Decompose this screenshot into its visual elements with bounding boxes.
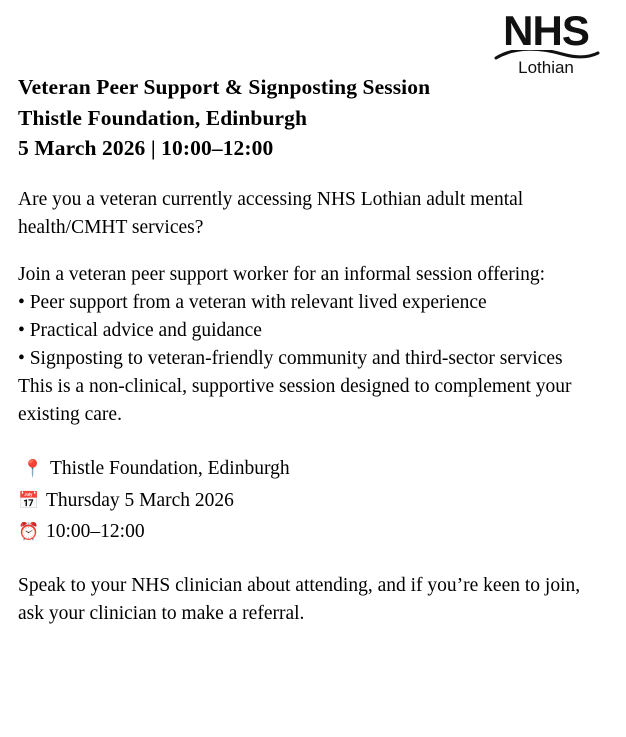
detail-time-text: 10:00–12:00 (46, 521, 145, 543)
detail-time (18, 516, 608, 548)
list-item: • Practical advice and guidance (18, 319, 262, 341)
offer-intro: Join a veteran peer support worker for an informal session offering: (18, 263, 546, 285)
intro-question: Are you a veteran currently accessing NHS Lothian adult mental health/CMHT services? (18, 188, 524, 238)
title-line-1: Veteran Peer Support & Signposting Session (18, 75, 431, 99)
list-item: • Peer support from a veteran with relevant lived experience (18, 291, 487, 313)
nhs-lothian-logo (486, 7, 606, 77)
detail-date-text: Thursday 5 March 2026 (46, 489, 234, 511)
offer-bullet-list (18, 289, 608, 373)
title-line-2: Thistle Foundation, Edinburgh (18, 105, 308, 130)
alarm-clock-icon: ⏰ (18, 522, 40, 542)
body-content (18, 186, 608, 430)
location-pin-icon: 📍 (22, 459, 44, 479)
detail-location (18, 453, 608, 485)
non-clinical-note: This is a non-clinical, supportive session designed to complement your existing care. (18, 376, 572, 426)
session-details (18, 453, 608, 548)
nhs-board-name: Lothian (518, 58, 574, 77)
nhs-wordmark: NHS (503, 7, 589, 54)
detail-location-text: Thistle Foundation, Edinburgh (50, 458, 290, 480)
title-line-3: 5 March 2026 | 10:00–12:00 (18, 136, 274, 161)
closing-paragraph: Speak to your NHS clinician about attending, and if you’re keen to join, ask your clinician to make a referral. (18, 574, 581, 624)
detail-date (18, 485, 608, 517)
nhs-swoosh-icon (486, 48, 606, 58)
list-item: • Signposting to veteran-friendly community and third-sector services (18, 347, 563, 369)
calendar-icon: 📅 (18, 490, 40, 510)
